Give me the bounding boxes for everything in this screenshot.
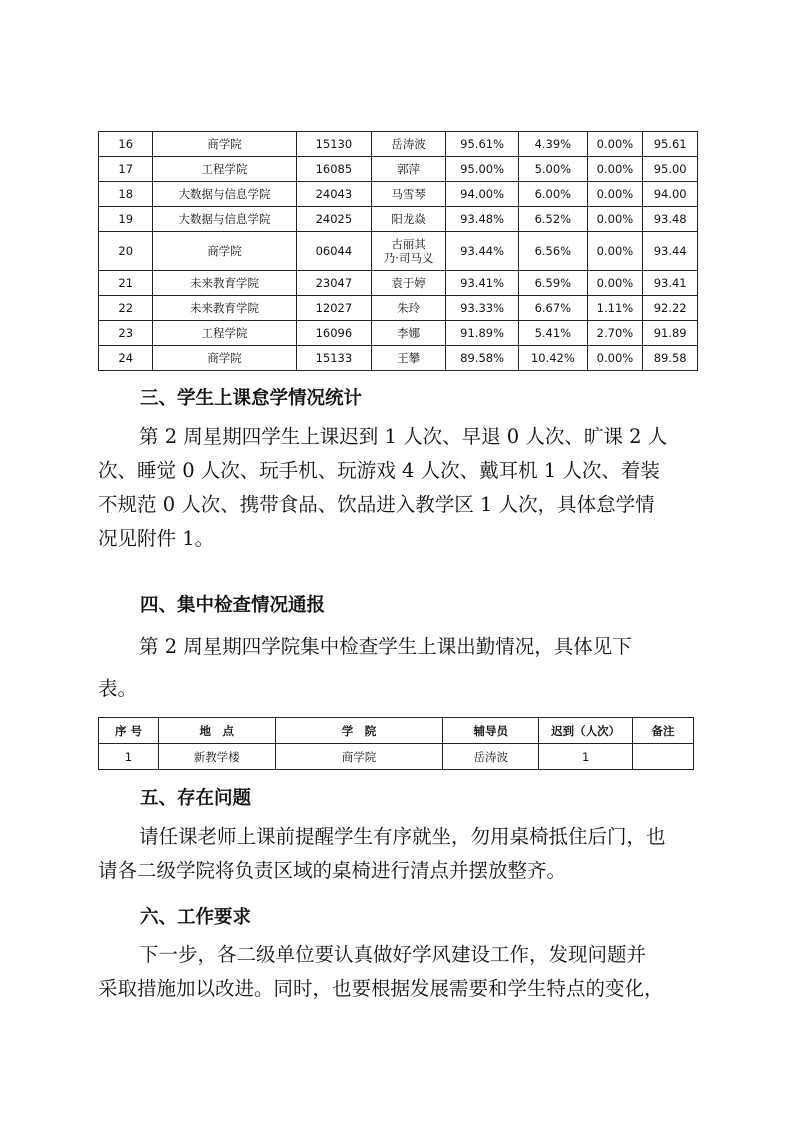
- column-header: 备注: [633, 718, 694, 744]
- table-row: [99, 296, 698, 321]
- table-cell-score: 95.61: [643, 132, 698, 157]
- section4-line: 第 2 周星期四学院集中检查学生上课出勤情况，具体见下: [139, 635, 632, 658]
- table-row: [99, 744, 694, 770]
- table-cell-college: 商学院: [275, 744, 443, 770]
- table-cell-score: 95.00: [643, 157, 698, 182]
- table-row: [99, 271, 698, 296]
- table-cell-absent: 0.00%: [587, 271, 643, 296]
- table-cell-rate: 95.61%: [446, 132, 519, 157]
- table-cell-score: 89.58: [643, 346, 698, 371]
- table-cell-id: 12027: [296, 296, 371, 321]
- table-cell-no: 19: [99, 207, 153, 232]
- table-cell-name: 李娜: [372, 321, 446, 346]
- table-cell-absent: 0.00%: [587, 207, 643, 232]
- section3-line: 况见附件 1。: [98, 527, 215, 550]
- table-cell-name: 阳龙焱: [372, 207, 446, 232]
- table-cell-no: 21: [99, 271, 153, 296]
- table-cell-college: 工程学院: [153, 321, 296, 346]
- table-header-row: [99, 718, 694, 744]
- section5-line: 请任课老师上课前提醒学生有序就坐，勿用桌椅抵住后门，也: [139, 825, 666, 848]
- table-cell-rate: 95.00%: [446, 157, 519, 182]
- table-cell-late: 5.41%: [519, 321, 587, 346]
- table-cell-college: 未来教育学院: [153, 271, 296, 296]
- table-cell-no: 24: [99, 346, 153, 371]
- column-header: 辅导员: [443, 718, 539, 744]
- table-cell-absent: 0.00%: [587, 232, 643, 271]
- table-cell-college: 商学院: [153, 232, 296, 271]
- table-cell-score: 93.48: [643, 207, 698, 232]
- table-cell-absent: 0.00%: [587, 346, 643, 371]
- table-cell-late: 1: [539, 744, 633, 770]
- table-cell-name: 岳涛波: [372, 132, 446, 157]
- column-header: 地 点: [158, 718, 275, 744]
- table-cell-college: 大数据与信息学院: [153, 182, 296, 207]
- table-cell-id: 24043: [296, 182, 371, 207]
- table-cell-late: 4.39%: [519, 132, 587, 157]
- table-cell-id: 15133: [296, 346, 371, 371]
- table-cell-score: 94.00: [643, 182, 698, 207]
- table-cell-counselor: 岳涛波: [443, 744, 539, 770]
- column-header: 序 号: [99, 718, 159, 744]
- section5-paragraph: [98, 820, 698, 888]
- table-cell-no: 23: [99, 321, 153, 346]
- table-cell-late: 6.67%: [519, 296, 587, 321]
- table-cell-late: 6.00%: [519, 182, 587, 207]
- table-cell-absent: 2.70%: [587, 321, 643, 346]
- table-row: [99, 232, 698, 271]
- table-cell-id: 24025: [296, 207, 371, 232]
- table-row: [99, 157, 698, 182]
- table-row: [99, 321, 698, 346]
- section4-paragraph: [98, 626, 698, 710]
- table-cell-id: 06044: [296, 232, 371, 271]
- table-cell-name: 袁于婷: [372, 271, 446, 296]
- table-cell-rate: 93.33%: [446, 296, 519, 321]
- table-cell-no: 18: [99, 182, 153, 207]
- section6-heading: 六、工作要求: [140, 907, 252, 928]
- table-cell-no: 17: [99, 157, 153, 182]
- section6-line: 采取措施加以改进。同时，也要根据发展需要和学生特点的变化，: [98, 977, 664, 1000]
- table-cell-no: 20: [99, 232, 153, 271]
- table-cell-score: 91.89: [643, 321, 698, 346]
- inspection-table: [98, 717, 694, 770]
- table-cell-rate: 89.58%: [446, 346, 519, 371]
- table-cell-id: 16096: [296, 321, 371, 346]
- table-cell-no: 1: [99, 744, 159, 770]
- table-cell-college: 商学院: [153, 132, 296, 157]
- table-cell-rate: 93.44%: [446, 232, 519, 271]
- section3-line: 第 2 周星期四学生上课迟到 1 人次、早退 0 人次、旷课 2 人: [139, 425, 668, 448]
- table-cell-rate: 93.48%: [446, 207, 519, 232]
- table-cell-late: 6.52%: [519, 207, 587, 232]
- table-cell-no: 16: [99, 132, 153, 157]
- table-row: [99, 132, 698, 157]
- table-cell-rate: 93.41%: [446, 271, 519, 296]
- table-cell-rate: 91.89%: [446, 321, 519, 346]
- table-cell-absent: 0.00%: [587, 157, 643, 182]
- table-cell-college: 大数据与信息学院: [153, 207, 296, 232]
- table-cell-score: 93.44: [643, 232, 698, 271]
- table-cell-absent: 0.00%: [587, 182, 643, 207]
- attendance-table: [98, 131, 698, 371]
- table-cell-name: 朱玲: [372, 296, 446, 321]
- table-cell-note: [633, 744, 694, 770]
- section4-heading: 四、集中检查情况通报: [140, 595, 326, 616]
- table-cell-name: 王攀: [372, 346, 446, 371]
- table-cell-college: 工程学院: [153, 157, 296, 182]
- section6-paragraph: [98, 938, 698, 1006]
- table-cell-name: 马雪琴: [372, 182, 446, 207]
- table-cell-college: 商学院: [153, 346, 296, 371]
- table-cell-score: 93.41: [643, 271, 698, 296]
- table-cell-college: 未来教育学院: [153, 296, 296, 321]
- section3-heading: 三、学生上课怠学情况统计: [140, 388, 363, 409]
- table-cell-late: 10.42%: [519, 346, 587, 371]
- table-cell-late: 6.59%: [519, 271, 587, 296]
- table-cell-score: 92.22: [643, 296, 698, 321]
- table-row: [99, 182, 698, 207]
- section4-line: 表。: [98, 677, 138, 700]
- table-cell-location: 新教学楼: [158, 744, 275, 770]
- section5-heading: 五、存在问题: [140, 788, 252, 809]
- column-header: 迟到（人次）: [539, 718, 633, 744]
- table-cell-id: 16085: [296, 157, 371, 182]
- table-cell-no: 22: [99, 296, 153, 321]
- name-line: 古丽其: [391, 237, 426, 251]
- section6-line: 下一步，各二级单位要认真做好学风建设工作，发现问题并: [139, 943, 647, 966]
- table-cell-absent: 1.11%: [587, 296, 643, 321]
- table-cell-id: 15130: [296, 132, 371, 157]
- table-cell-late: 6.56%: [519, 232, 587, 271]
- section3-line: 不规范 0 人次、携带食品、饮品进入教学区 1 人次，具体怠学情: [98, 493, 655, 516]
- section3-line: 次、睡觉 0 人次、玩手机、玩游戏 4 人次、戴耳机 1 人次、着装: [98, 459, 660, 482]
- table-cell-id: 23047: [296, 271, 371, 296]
- table-cell-late: 5.00%: [519, 157, 587, 182]
- table-cell-rate: 94.00%: [446, 182, 519, 207]
- table-row: [99, 207, 698, 232]
- column-header: 学 院: [275, 718, 443, 744]
- table-cell-absent: 0.00%: [587, 132, 643, 157]
- section3-paragraph: [98, 420, 698, 556]
- table-cell-name: [372, 232, 446, 271]
- table-row: [99, 346, 698, 371]
- name-line: 乃·司马义: [383, 251, 434, 265]
- section5-line: 请各二级学院将负责区域的桌椅进行清点并摆放整齐。: [98, 859, 567, 882]
- table-cell-name: 郭萍: [372, 157, 446, 182]
